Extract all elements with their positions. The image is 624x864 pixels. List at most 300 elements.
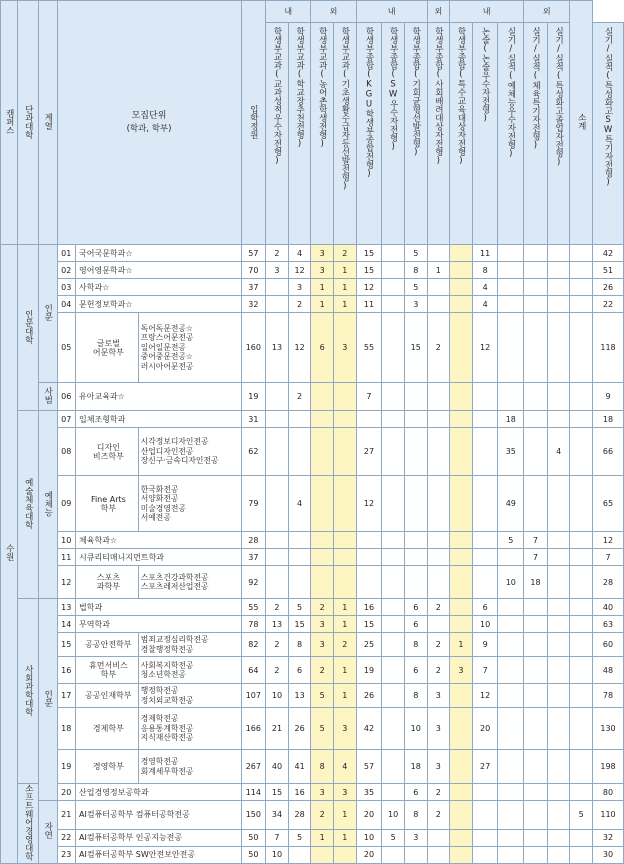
unit-name: 산업경영정보공학과	[76, 784, 241, 801]
count-value	[427, 411, 450, 428]
count-value	[524, 708, 548, 750]
count-value: 20	[356, 846, 382, 863]
count-value	[524, 262, 548, 279]
quota-value: 160	[241, 313, 266, 383]
count-value	[472, 784, 498, 801]
count-value: 21	[266, 708, 289, 750]
count-value	[570, 296, 593, 313]
table-row	[1, 411, 624, 428]
count-value	[547, 684, 570, 708]
count-value	[570, 750, 593, 784]
count-value	[404, 566, 427, 599]
count-value: 5	[288, 829, 311, 846]
count-value	[547, 313, 570, 383]
majors-list	[138, 750, 241, 784]
unit-name: 영어영문학과☆	[76, 262, 241, 279]
count-value	[450, 750, 473, 784]
total-value: 63	[593, 616, 624, 633]
count-value	[427, 829, 450, 846]
major-item: 경영학전공	[140, 757, 179, 766]
count-value: 2	[266, 599, 289, 616]
count-value: 2	[427, 784, 450, 801]
count-value: 5	[311, 684, 334, 708]
count-value: 18	[498, 411, 524, 428]
count-value: 3	[311, 633, 334, 657]
count-value	[547, 829, 570, 846]
unit-name: 체육학과☆	[76, 532, 241, 549]
major-item: 미술경영전공	[140, 503, 186, 513]
count-value: 12	[356, 476, 382, 532]
row-number: 04	[57, 296, 76, 313]
count-value	[311, 383, 334, 411]
count-value: 4	[288, 476, 311, 532]
count-value	[547, 708, 570, 750]
count-value	[450, 313, 473, 383]
row-number: 14	[57, 616, 76, 633]
count-value: 2	[266, 633, 289, 657]
count-value	[498, 657, 524, 684]
total-value: 198	[593, 750, 624, 784]
major-item: 중어중문전공☆	[140, 352, 193, 362]
count-value	[382, 383, 405, 411]
count-value: 2	[427, 599, 450, 616]
count-value	[356, 532, 382, 549]
count-value: 3	[450, 657, 473, 684]
count-value: 15	[356, 616, 382, 633]
total-value: 130	[593, 708, 624, 750]
unit-name: 유아교육과☆	[76, 383, 241, 411]
college-cell: 사회과학대학	[18, 599, 39, 784]
count-value: 3	[311, 784, 334, 801]
count-value: 16	[288, 784, 311, 801]
major-item: 응용통계학전공	[140, 723, 194, 733]
count-value: 3	[311, 262, 334, 279]
count-value	[524, 684, 548, 708]
unit-name: AI컴퓨터공학부 SW안전보안전공	[76, 846, 241, 863]
count-value	[382, 846, 405, 863]
quota-value: 166	[241, 708, 266, 750]
column-header: 실기/실적(특성화고졸업자전형)	[547, 23, 570, 245]
row-number: 10	[57, 532, 76, 549]
table-row	[1, 262, 624, 279]
majors-list	[138, 428, 241, 476]
count-value	[472, 476, 498, 532]
count-value: 2	[427, 633, 450, 657]
table-row	[1, 657, 624, 684]
count-value	[382, 549, 405, 566]
table-row	[1, 633, 624, 657]
count-value	[427, 296, 450, 313]
table-row	[1, 801, 624, 830]
count-value	[404, 428, 427, 476]
total-value: 22	[593, 296, 624, 313]
majors-list	[138, 476, 241, 532]
table-row	[1, 296, 624, 313]
major-item: 프랑스어문전공	[140, 333, 194, 343]
total-value: 30	[593, 846, 624, 863]
count-value: 13	[266, 313, 289, 383]
field-cell: 인문	[39, 599, 58, 801]
count-value	[404, 532, 427, 549]
unit-name: 법학과	[76, 599, 241, 616]
unit-name: 문헌정보학과☆	[76, 296, 241, 313]
column-header: 학생부교과(농어촌학생전형)	[311, 23, 334, 245]
count-value	[450, 829, 473, 846]
table-row	[1, 428, 624, 476]
major-item: 정치외교학전공	[140, 695, 194, 705]
count-value: 27	[356, 428, 382, 476]
count-value	[450, 566, 473, 599]
count-value: 8	[404, 801, 427, 830]
count-value	[498, 801, 524, 830]
unit-name: 휴먼서비스 학부	[76, 657, 139, 684]
quota-header: 입학정원	[241, 1, 266, 245]
count-value: 1	[334, 296, 357, 313]
count-value	[356, 411, 382, 428]
count-value: 3	[311, 616, 334, 633]
count-value	[498, 549, 524, 566]
total-value: 7	[593, 549, 624, 566]
count-value: 1	[334, 829, 357, 846]
unit-name: AI컴퓨터공학부 컴퓨터공학전공	[76, 801, 241, 830]
unit-name: AI컴퓨터공학부 인공지능전공	[76, 829, 241, 846]
row-number: 02	[57, 262, 76, 279]
major-item: 서양화전공	[140, 494, 179, 503]
count-value: 2	[427, 801, 450, 830]
count-value	[524, 428, 548, 476]
count-value: 1	[450, 633, 473, 657]
count-value: 13	[266, 616, 289, 633]
count-value	[450, 245, 473, 262]
count-value: 35	[356, 784, 382, 801]
quota-value: 32	[241, 296, 266, 313]
count-value	[498, 616, 524, 633]
count-value	[311, 476, 334, 532]
column-header: 학생부종합(SW우수자전형)	[382, 23, 405, 245]
count-value	[472, 549, 498, 566]
count-value: 20	[472, 708, 498, 750]
major-item: 회계세무학전공	[140, 766, 194, 776]
total-value: 66	[593, 428, 624, 476]
count-value: 8	[404, 633, 427, 657]
quota-value: 55	[241, 599, 266, 616]
count-value	[450, 296, 473, 313]
count-value: 2	[288, 296, 311, 313]
count-value	[382, 750, 405, 784]
major-item: 행정학전공	[140, 686, 179, 695]
column-header: 학생부종합(KGU학생부종합전형)	[356, 23, 382, 245]
row-number: 23	[57, 846, 76, 863]
count-value: 6	[472, 599, 498, 616]
major-item: 서예전공	[140, 513, 171, 522]
group-header: 외	[524, 1, 570, 23]
count-value	[498, 708, 524, 750]
count-value	[450, 599, 473, 616]
count-value: 5	[404, 245, 427, 262]
count-value: 6	[311, 313, 334, 383]
count-value: 2	[427, 657, 450, 684]
count-value: 8	[288, 633, 311, 657]
row-number: 12	[57, 566, 76, 599]
group-header: 내	[450, 1, 524, 23]
count-value	[382, 532, 405, 549]
count-value	[266, 296, 289, 313]
count-value	[570, 279, 593, 296]
count-value	[311, 532, 334, 549]
count-value	[547, 846, 570, 863]
count-value	[450, 801, 473, 830]
row-number: 01	[57, 245, 76, 262]
quota-value: 150	[241, 801, 266, 830]
count-value: 2	[427, 313, 450, 383]
major-item: 경제학전공	[140, 714, 179, 724]
count-value	[547, 657, 570, 684]
count-value: 35	[498, 428, 524, 476]
count-value	[266, 428, 289, 476]
table-row	[1, 279, 624, 296]
count-value	[498, 684, 524, 708]
unit-name: 디자인 비즈학부	[76, 428, 139, 476]
unit-name: 공공안전학부	[76, 633, 139, 657]
table-row	[1, 599, 624, 616]
college-cell: 소프트웨어경영대학	[18, 784, 39, 864]
total-value: 65	[593, 476, 624, 532]
count-value	[450, 428, 473, 476]
count-value: 2	[311, 801, 334, 830]
count-value	[427, 428, 450, 476]
table-row	[1, 476, 624, 532]
count-value	[570, 245, 593, 262]
count-value: 15	[404, 313, 427, 383]
count-value: 34	[266, 801, 289, 830]
total-value: 48	[593, 657, 624, 684]
count-value	[334, 428, 357, 476]
count-value: 15	[266, 784, 289, 801]
count-value: 4	[472, 296, 498, 313]
count-value: 55	[356, 313, 382, 383]
count-value: 1	[334, 279, 357, 296]
count-value	[570, 383, 593, 411]
count-value	[547, 750, 570, 784]
table-row	[1, 549, 624, 566]
major-item: 한국화전공	[140, 484, 179, 494]
count-value: 3	[404, 829, 427, 846]
count-value	[382, 279, 405, 296]
count-value	[570, 411, 593, 428]
count-value	[524, 633, 548, 657]
count-value	[382, 657, 405, 684]
count-value	[524, 313, 548, 383]
total-value: 26	[593, 279, 624, 296]
row-number: 13	[57, 599, 76, 616]
count-value	[427, 279, 450, 296]
count-value	[524, 245, 548, 262]
count-value: 5	[311, 708, 334, 750]
count-value: 5	[498, 532, 524, 549]
college-cell: 인문대학	[18, 245, 39, 411]
count-value	[524, 750, 548, 784]
count-value	[498, 313, 524, 383]
count-value: 8	[472, 262, 498, 279]
count-value: 3	[266, 262, 289, 279]
majors-list	[138, 633, 241, 657]
count-value: 2	[311, 599, 334, 616]
row-number: 22	[57, 829, 76, 846]
total-value: 110	[593, 801, 624, 830]
count-value	[311, 411, 334, 428]
count-value: 8	[404, 262, 427, 279]
count-value	[498, 245, 524, 262]
count-value	[450, 279, 473, 296]
count-value	[570, 708, 593, 750]
count-value: 3	[427, 708, 450, 750]
quota-value: 62	[241, 428, 266, 476]
count-value: 4	[547, 428, 570, 476]
row-number: 17	[57, 684, 76, 708]
count-value	[288, 549, 311, 566]
column-header: 학생부종합(특수교육대상자전형)	[450, 23, 473, 245]
count-value: 3	[334, 784, 357, 801]
count-value: 3	[404, 296, 427, 313]
count-value	[524, 296, 548, 313]
unit-name: 공공인재학부	[76, 684, 139, 708]
count-value	[498, 262, 524, 279]
count-value: 7	[524, 549, 548, 566]
unit-name: 경영학부	[76, 750, 139, 784]
field-cell: 사범	[39, 383, 58, 411]
count-value	[472, 383, 498, 411]
count-value	[570, 684, 593, 708]
table-row	[1, 708, 624, 750]
quota-value: 50	[241, 829, 266, 846]
count-value	[450, 684, 473, 708]
count-value	[311, 428, 334, 476]
count-value	[356, 566, 382, 599]
major-item: 스포츠건강과학전공	[140, 572, 209, 582]
count-value: 12	[288, 313, 311, 383]
table-row	[1, 750, 624, 784]
count-value: 2	[311, 657, 334, 684]
quota-value: 82	[241, 633, 266, 657]
count-value: 4	[334, 750, 357, 784]
count-value	[570, 262, 593, 279]
group-header: 내	[266, 1, 311, 23]
count-value	[427, 245, 450, 262]
major-item: 산업디자인전공	[140, 446, 194, 456]
count-value	[266, 279, 289, 296]
majors-list	[138, 566, 241, 599]
count-value: 20	[356, 801, 382, 830]
count-value: 4	[472, 279, 498, 296]
quota-value: 70	[241, 262, 266, 279]
count-value	[547, 633, 570, 657]
column-header: 학생부종합(사회배려대상자전형)	[427, 23, 450, 245]
count-value	[288, 411, 311, 428]
column-header: 실기/실적(특성화고SW특기자전형)	[593, 23, 624, 245]
table-row	[1, 532, 624, 549]
total-value: 42	[593, 245, 624, 262]
field-cell: 자연	[39, 801, 58, 864]
count-value: 2	[334, 245, 357, 262]
count-value	[547, 296, 570, 313]
count-value	[498, 599, 524, 616]
row-number: 20	[57, 784, 76, 801]
row-number: 08	[57, 428, 76, 476]
count-value	[266, 566, 289, 599]
row-number: 03	[57, 279, 76, 296]
count-value	[404, 383, 427, 411]
count-value: 6	[404, 657, 427, 684]
count-value	[547, 279, 570, 296]
count-value	[382, 296, 405, 313]
total-value: 9	[593, 383, 624, 411]
college-cell: 예술체육대학	[18, 411, 39, 599]
count-value: 5	[404, 279, 427, 296]
count-value: 1	[334, 657, 357, 684]
total-value: 32	[593, 829, 624, 846]
unit-name: 경제학부	[76, 708, 139, 750]
quota-value: 57	[241, 245, 266, 262]
count-value: 10	[498, 566, 524, 599]
count-value	[524, 476, 548, 532]
major-item: 범죄교정심리학전공	[140, 635, 209, 644]
campus-header: 캠퍼스	[1, 1, 18, 245]
count-value: 5	[570, 801, 593, 830]
count-value: 57	[356, 750, 382, 784]
total-value: 118	[593, 313, 624, 383]
count-value	[524, 657, 548, 684]
count-value	[427, 383, 450, 411]
count-value: 10	[404, 708, 427, 750]
count-value	[334, 566, 357, 599]
count-value	[570, 633, 593, 657]
count-value: 7	[356, 383, 382, 411]
count-value: 12	[472, 313, 498, 383]
count-value	[524, 829, 548, 846]
count-value	[288, 566, 311, 599]
total-value: 60	[593, 633, 624, 657]
count-value: 2	[266, 657, 289, 684]
unit-name: 시큐리티매니지먼트학과	[76, 549, 241, 566]
major-item: 지식재산학전공	[140, 733, 194, 743]
unit-name: 국어국문학과☆	[76, 245, 241, 262]
major-item: 시각정보디자인전공	[140, 437, 209, 447]
count-value	[524, 846, 548, 863]
campus-cell: 수원	[1, 245, 18, 864]
count-value	[334, 383, 357, 411]
count-value: 10	[472, 616, 498, 633]
major-item: 러시아어문전공	[140, 361, 194, 371]
unit-name: 사학과☆	[76, 279, 241, 296]
count-value: 11	[472, 245, 498, 262]
count-value: 2	[334, 633, 357, 657]
count-value: 15	[288, 616, 311, 633]
count-value: 15	[356, 245, 382, 262]
group-header: 내	[356, 1, 427, 23]
unit-name: Fine Arts 학부	[76, 476, 139, 532]
majors-list	[138, 684, 241, 708]
quota-value: 50	[241, 846, 266, 863]
count-value	[570, 599, 593, 616]
count-value	[427, 566, 450, 599]
count-value	[498, 829, 524, 846]
count-value	[547, 476, 570, 532]
count-value: 28	[288, 801, 311, 830]
count-value: 3	[334, 708, 357, 750]
count-value: 11	[356, 296, 382, 313]
quota-value: 31	[241, 411, 266, 428]
major-item: 경찰행정학전공	[140, 644, 194, 654]
